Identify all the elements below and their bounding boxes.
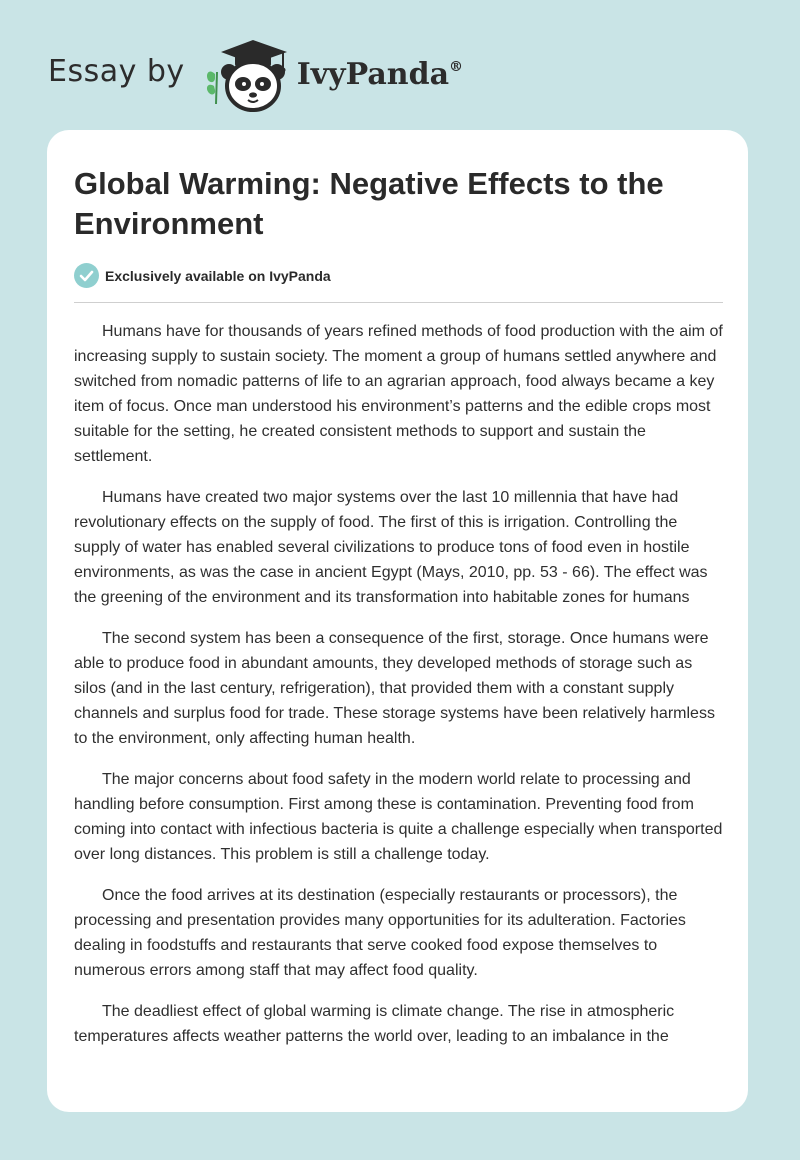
paragraph: Humans have created two major systems over the last 10 millennia that have had revolutionary effects on the supply of food. The first of this is irrigation. Controlling the supply of water has enabled several civilizations to produce tons of food even in hostile environments, as was the case in ancient Egypt (Mays, 2010, pp. 53 - 66). The effect was the greening of the environment and its transformation into habitable zones for humans bbox=[74, 489, 708, 606]
panda-graduation-icon bbox=[199, 34, 293, 114]
paragraph: Humans have for thousands of years refined methods of food production with the aim of increasing supply to sustain society. The moment a group of humans settled anywhere and switched from nomadic patterns of life to an agrarian approach, food always became a key item of focus. Once man understood his environment’s patterns and the edible crops most suitable for the setting, he created consistent methods to support and sustain the settlement. bbox=[74, 323, 723, 465]
page-title: Global Warming: Negative Effects to the Environment bbox=[74, 166, 664, 241]
paragraph: The major concerns about food safety in the modern world relate to processing and handling before consumption. First among these is contamination. Preventing food from coming into contact with infectious bacteria is quite a challenge especially when transported over long distances. This problem is still a challenge today. bbox=[74, 771, 723, 863]
paragraph: The deadliest effect of global warming is climate change. The rise in atmospheric temperatures affects weather patterns the world over, leading to an imbalance in the bbox=[74, 1003, 675, 1045]
paragraph: Once the food arrives at its destination (especially restaurants or processors), the processing and presentation provides many opportunities for its adulteration. Factories dealing in foodstuffs and restaurants that serve cooked food expose themselves to numerous errors among staff that may affect food quality. bbox=[74, 887, 686, 979]
check-circle-icon bbox=[74, 263, 99, 288]
exclusive-badge-label: Exclusively available on IvyPanda bbox=[105, 267, 331, 284]
registered-mark: ® bbox=[449, 58, 464, 75]
brand-name: IvyPanda® bbox=[296, 56, 464, 92]
site-header bbox=[48, 34, 463, 114]
essay-card bbox=[47, 130, 748, 1112]
ivy-leaf-icon bbox=[207, 72, 217, 104]
exclusive-badge bbox=[74, 263, 331, 288]
divider bbox=[74, 302, 723, 303]
essay-body bbox=[74, 319, 726, 1065]
essay-by-label: Essay by bbox=[48, 53, 185, 89]
paragraph: The second system has been a consequence of the first, storage. Once humans were able to produce food in abundant amounts, they developed methods of storage such as silos (and in the last century, refrigeration), that provided them with a constant supply channels and surplus food for trade. These storage systems have been relatively harmless to the environment, only affecting human health. bbox=[74, 630, 715, 747]
